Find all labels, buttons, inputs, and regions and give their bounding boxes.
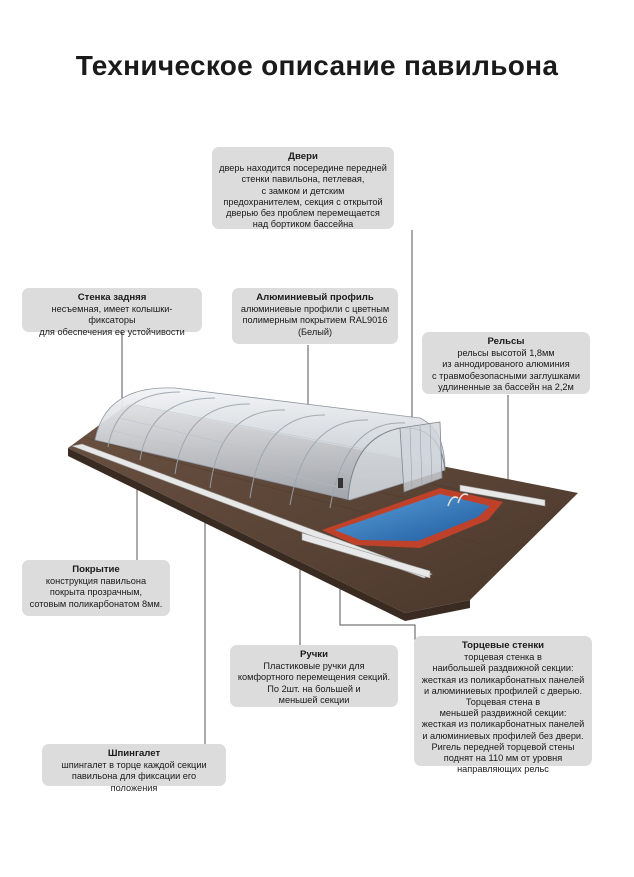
callout-end-walls-heading: Торцевые стенки bbox=[461, 640, 545, 651]
callout-covering-heading: Покрытие bbox=[72, 564, 120, 575]
callout-handles-heading: Ручки bbox=[299, 649, 328, 660]
callout-doors bbox=[212, 147, 394, 229]
callout-rails-heading: Рельсы bbox=[487, 336, 525, 347]
callout-aluminum-profile bbox=[232, 288, 398, 344]
callout-doors-text: дверь находится посередине передней стенки павильона, петлевая, с замком и детским предохранителем, секция с открытой дверью без проблем перемещается над бортиком бассейна bbox=[219, 163, 387, 230]
callout-back-wall bbox=[22, 288, 202, 337]
callout-aluminum-profile-heading: Алюминиевый профиль bbox=[256, 292, 374, 303]
callout-aluminum-profile-text: алюминиевые профили с цветным полимерным покрытием RAL9016 (Белый) bbox=[240, 304, 390, 337]
callout-latch bbox=[42, 744, 226, 793]
callout-covering-text: конструкция павильона покрыта прозрачным, сотовым поликарбонатом 8мм. bbox=[29, 576, 163, 609]
callout-end-walls-text: торцевая стенка в наибольшей раздвижной секции: жесткая из поликарбонатных панелей и алюминиевых профилей с дверью. Торцевая стена в меньшей раздвижной секции: жесткая из поликарбонатных панелей и алюминиевых профилей без двери. Ригель передней торцевой стены поднят на 110 мм от уровня направляющих рельс bbox=[421, 652, 585, 775]
callout-back-wall-heading: Стенка задняя bbox=[77, 292, 147, 303]
callout-doors-heading: Двери bbox=[288, 151, 318, 162]
callout-back-wall-text: несъемная, имеет колышки-фиксаторы для обеспечения ее устойчивости bbox=[39, 304, 185, 337]
callout-handles-text: Пластиковые ручки для комфортного перемещения секций. По 2шт. на большей и меньшей секции bbox=[237, 661, 391, 705]
page-title: Техническое описание павильона bbox=[75, 50, 559, 81]
callout-latch-heading: Шпингалет bbox=[107, 748, 161, 759]
callout-covering bbox=[22, 560, 170, 616]
callout-rails-text: рельсы высотой 1,8мм из аннодированого алюминия с травмобезопасными заглушками удлиненные за бассейн на 2,2м bbox=[432, 348, 580, 392]
callout-end-walls bbox=[414, 636, 592, 775]
callout-rails bbox=[422, 332, 590, 394]
callout-latch-text: шпингалет в торце каждой секции павильона для фиксации его положения bbox=[61, 760, 207, 793]
callout-handles bbox=[230, 645, 398, 707]
